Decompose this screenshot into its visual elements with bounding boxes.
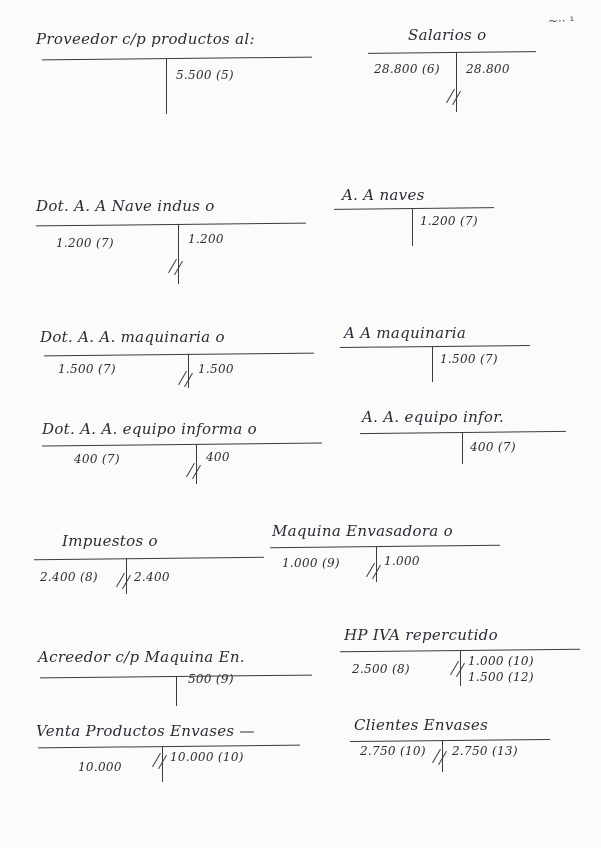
account-title: Venta Productos Envases — — [36, 722, 255, 740]
credit-entry: 1.200 — [188, 232, 224, 246]
account-title: Dot. A. A. equipo informa o — [42, 420, 257, 438]
debit-entry: 1.200 (7) — [56, 236, 114, 250]
debit-entry: 2.500 (8) — [352, 662, 410, 676]
t-account-rule — [368, 51, 536, 54]
credit-entry: 1.200 (7) — [420, 214, 478, 228]
t-account-rule — [36, 223, 306, 227]
t-account-rule — [42, 57, 312, 61]
credit-entry: 1.500 (7) — [440, 352, 498, 366]
credit-entry: 10.000 (10) — [170, 750, 244, 764]
debit-entry: 28.800 (6) — [374, 62, 440, 76]
t-account-rule — [44, 353, 314, 357]
credit-entry: 1.000 (10) — [468, 654, 534, 668]
t-account-divider — [412, 208, 413, 246]
credit-entry: 400 — [206, 450, 230, 464]
t-account-divider — [176, 676, 177, 706]
t-account-rule — [270, 545, 500, 549]
t-account-divider — [166, 58, 167, 114]
t-account-rule — [340, 345, 530, 348]
credit-entry: 5.500 (5) — [176, 68, 234, 82]
debit-entry: 1.000 (9) — [282, 556, 340, 570]
account-title: A A maquinaria — [344, 324, 467, 342]
credit-entry: 2.400 — [134, 570, 170, 584]
t-account-rule — [334, 207, 494, 210]
account-title: Clientes Envases — [354, 716, 489, 734]
debit-entry: 400 (7) — [74, 452, 120, 466]
credit-entry: 1.500 (12) — [468, 670, 534, 684]
credit-entry: 28.800 — [466, 62, 510, 76]
t-account-divider — [432, 346, 433, 382]
debit-entry: 1.500 (7) — [58, 362, 116, 376]
t-account-divider — [178, 224, 179, 284]
debit-entry: 2.400 (8) — [40, 570, 98, 584]
account-title: HP IVA repercutido — [344, 626, 498, 644]
account-title: Impuestos o — [62, 532, 158, 550]
credit-entry: 400 (7) — [470, 440, 516, 454]
credit-entry: 1.500 — [198, 362, 234, 376]
credit-entry: 2.750 (13) — [452, 744, 518, 758]
t-account-rule — [350, 739, 550, 742]
account-title: Maquina Envasadora o — [272, 522, 453, 540]
t-account-rule — [38, 745, 300, 749]
account-title: A. A naves — [342, 186, 425, 204]
credit-entry: 500 (9) — [188, 672, 234, 686]
t-account-divider — [462, 432, 463, 464]
t-account-rule — [42, 443, 322, 447]
account-title: A. A. equipo infor. — [362, 408, 505, 426]
t-account-divider — [376, 546, 377, 582]
t-account-divider — [126, 558, 127, 594]
account-title: Proveedor c/p productos al: — [36, 30, 255, 48]
t-account-divider — [456, 52, 457, 112]
t-account-divider — [188, 354, 189, 388]
debit-entry: 2.750 (10) — [360, 744, 426, 758]
account-title: Dot. A. A Nave indus o — [36, 197, 215, 215]
account-title: Acreedor c/p Maquina En. — [38, 648, 245, 666]
t-account-rule — [34, 557, 264, 561]
t-account-divider — [196, 444, 197, 484]
account-title: Dot. A. A. maquinaria o — [40, 328, 225, 346]
debit-entry: 10.000 — [78, 760, 122, 774]
account-title: Salarios o — [408, 26, 487, 44]
corner-mark: ~·· ¹ — [548, 14, 575, 28]
t-account-divider — [162, 746, 163, 782]
credit-entry: 1.000 — [384, 554, 420, 568]
